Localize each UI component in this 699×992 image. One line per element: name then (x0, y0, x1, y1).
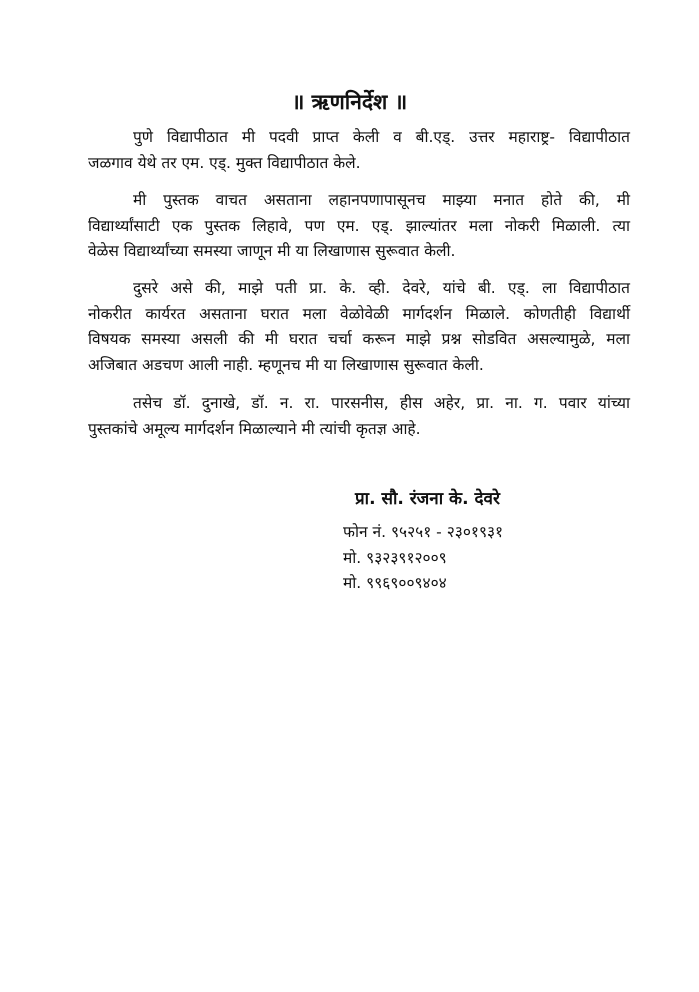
text-line: मी पुस्तक वाचत असताना लहानपणापासूनच माझ्या मनात होते की, मी (133, 191, 630, 209)
text-line: विद्यार्थ्यांसाटी एक पुस्तक लिहावे, पण एम. एड्. झाल्यांतर मला नोकरी मिळाली. त्या (88, 217, 630, 235)
text-line: पुस्तकांचे अमूल्य मार्गदर्शन मिळाल्याने मी त्यांची कृतज्ञ आहे. (88, 420, 421, 438)
phone-number: फोन नं. ९५२५१ - २३०१९३१ (343, 523, 504, 541)
mobile-number-2: मो. ९९६९००९४०४ (343, 574, 447, 592)
text-line: वेळेस विद्यार्थ्यांच्या समस्या जाणून मी या लिखाणास सुरूवात केली. (88, 242, 456, 260)
signature-name: प्रा. सौ. रंजना के. देवरे (355, 489, 500, 509)
mobile-number-1: मो. ९३२३९१२००९ (343, 549, 447, 567)
text-line: नोकरीत कार्यरत असताना घरात मला वेळोवेळी मार्गदर्शन मिळाले. कोणतीही विद्यार्थी (88, 305, 630, 323)
text-line: पुणे विद्यापीठात मी पदवी प्राप्त केली व बी.एड्. उत्तर महाराष्ट्र- विद्यापीठात (133, 128, 630, 146)
text-line: अजिबात अडचण आली नाही. म्हणूनच मी या लिखाणास सुरूवात केली. (88, 356, 484, 374)
page-title: ॥ ऋणनिर्देश ॥ (291, 90, 408, 114)
text-line: तसेच डॉ. दुनाखे, डॉ. न. रा. पारसनीस, हीस अहेर, प्रा. ना. ग. पवार यांच्या (133, 394, 630, 412)
text-line: विषयक समस्या असली की मी घरात चर्चा करून माझे प्रश्न सोडवित असल्यामुळे, मला (88, 330, 630, 348)
text-line: दुसरे असे की, माझे पती प्रा. के. व्ही. देवरे, यांचे बी. एड्. ला विद्यापीठात (133, 279, 630, 297)
text-line: जळगाव येथे तर एम. एड्. मुक्त विद्यापीठात केले. (88, 154, 361, 172)
